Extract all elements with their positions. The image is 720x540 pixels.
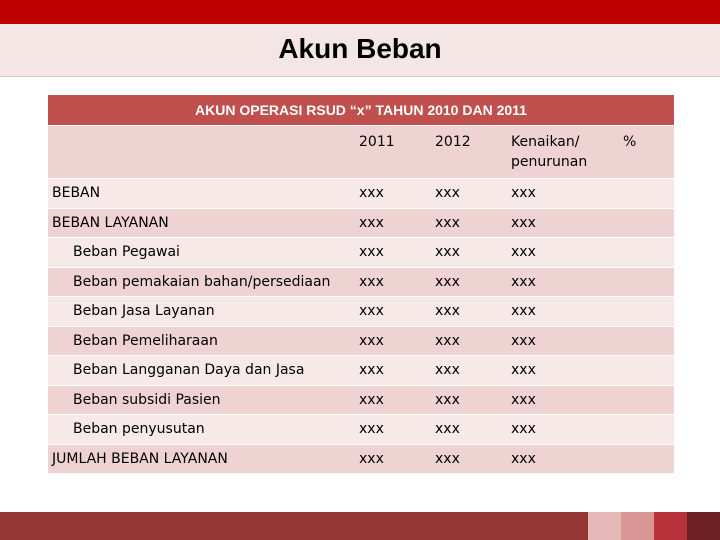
change-header-line2: penurunan xyxy=(511,154,588,170)
table-row xyxy=(48,444,674,474)
expense-table xyxy=(48,95,674,473)
row-label: Beban penyusutan xyxy=(73,421,205,437)
value-2012: xxx xyxy=(435,303,460,319)
value-change: xxx xyxy=(511,391,536,408)
value-2012: xxx xyxy=(435,273,460,290)
row-label: Beban Langganan Daya dan Jasa xyxy=(73,362,305,378)
value-2012: xxx xyxy=(435,391,460,408)
value-change: xxx xyxy=(511,244,536,260)
value-2012: xxx xyxy=(435,362,460,378)
footer-bar xyxy=(0,512,588,540)
value-2012: xxx xyxy=(435,332,460,349)
row-label: Beban pemakaian bahan/persediaan xyxy=(73,273,331,290)
value-2012: xxx xyxy=(435,244,460,260)
value-2011: xxx xyxy=(359,214,384,231)
value-change: xxx xyxy=(511,185,536,201)
table-row xyxy=(48,208,674,238)
table-row xyxy=(48,178,674,208)
table-row xyxy=(48,414,674,444)
row-label: BEBAN LAYANAN xyxy=(52,214,169,231)
row-label: Beban Pemeliharaan xyxy=(73,332,218,349)
top-accent-bar xyxy=(0,0,720,24)
value-2011: xxx xyxy=(359,362,384,378)
value-change: xxx xyxy=(511,303,536,319)
value-2012: xxx xyxy=(435,450,460,467)
table-row xyxy=(48,267,674,297)
value-2011: xxx xyxy=(359,421,384,437)
table-row xyxy=(48,355,674,385)
value-change: xxx xyxy=(511,450,536,467)
table-row xyxy=(48,237,674,267)
footer-swatch-dark xyxy=(687,512,720,540)
table-row xyxy=(48,326,674,356)
row-label: Beban Jasa Layanan xyxy=(73,303,215,319)
value-2011: xxx xyxy=(359,303,384,319)
value-2011: xxx xyxy=(359,273,384,290)
table-header: AKUN OPERASI RSUD “x” TAHUN 2010 DAN 2011 xyxy=(48,95,674,125)
row-label: JUMLAH BEBAN LAYANAN xyxy=(52,450,228,467)
column-header-row xyxy=(48,125,674,178)
value-change: xxx xyxy=(511,362,536,378)
footer-swatch-light xyxy=(588,512,621,540)
footer-swatch-mid xyxy=(621,512,654,540)
value-change: xxx xyxy=(511,332,536,349)
table-row xyxy=(48,385,674,415)
value-2011: xxx xyxy=(359,244,384,260)
value-change: xxx xyxy=(511,273,536,290)
footer-swatch-red xyxy=(654,512,687,540)
value-2011: xxx xyxy=(359,185,384,201)
value-2011: xxx xyxy=(359,332,384,349)
value-2012: xxx xyxy=(435,185,460,201)
table-row xyxy=(48,296,674,326)
value-2011: xxx xyxy=(359,391,384,408)
slide-title: Akun Beban xyxy=(278,33,442,64)
value-2012: xxx xyxy=(435,421,460,437)
value-change: xxx xyxy=(511,214,536,231)
column-percent-header: % xyxy=(623,134,637,150)
change-header-line1: Kenaikan/ xyxy=(511,134,580,150)
value-2011: xxx xyxy=(359,450,384,467)
value-2012: xxx xyxy=(435,214,460,231)
row-label: Beban Pegawai xyxy=(73,244,180,260)
column-2012-header: 2012 xyxy=(435,134,471,150)
column-2011-header: 2011 xyxy=(359,134,395,150)
value-change: xxx xyxy=(511,421,536,437)
column-change-header xyxy=(511,132,587,172)
row-label: BEBAN xyxy=(52,185,101,201)
row-label: Beban subsidi Pasien xyxy=(73,391,221,408)
